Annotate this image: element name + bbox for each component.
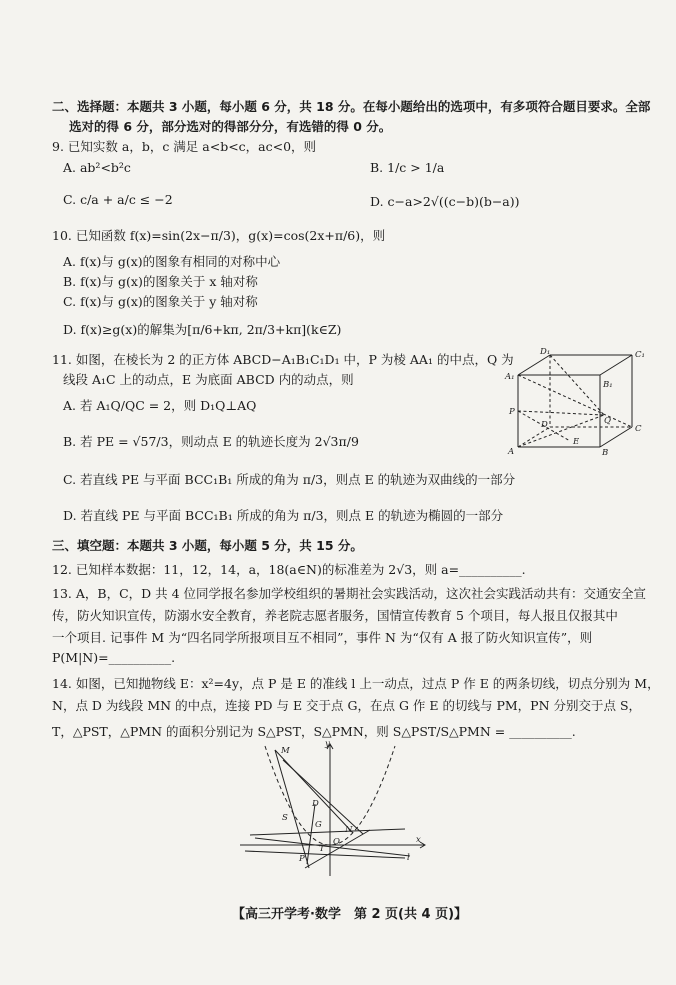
fig-label-n: N — [345, 825, 353, 835]
cube-label-a1: A₁ — [505, 372, 515, 382]
fig-label-o: O — [333, 837, 340, 847]
q14-line3: T，△PST，△PMN 的面积分别记为 S△PST，S△PMN，则 S△PST/S△PMN = __________. — [52, 724, 576, 739]
q14-line2: N，点 D 为线段 MN 的中点，连接 PD 与 E 交于点 G，在点 G 作 E 的切线与 PM，PN 分别交于点 S， — [52, 698, 642, 713]
fig-label-l: l — [407, 853, 410, 863]
fig-label-p: P — [299, 854, 305, 864]
q12-text: 12. 已知样本数据：11，12，14，a，18(a∈N)的标准差为 2√3，则 a=__________. — [52, 562, 526, 577]
q13-line1: 13. A，B，C，D 共 4 位同学报名参加学校组织的暑期社会实践活动，这次社会实践活动共有：交通安全宣 — [52, 586, 647, 601]
q10-option-a: A. f(x)与 g(x)的图象有相同的对称中心 — [63, 254, 281, 269]
q10-option-d: D. f(x)≥g(x)的解集为[π/6+kπ, 2π/3+kπ](k∈Z) — [63, 322, 342, 337]
q13-line2: 传，防火知识宣传，防溺水安全教育，养老院志愿者服务，国情宣传教育 5 个项目，每人报且仅报其中 — [52, 608, 618, 623]
fig-label-x: x — [416, 835, 421, 845]
q14-line1: 14. 如图，已知抛物线 E：x²=4y，点 P 是 E 的准线 l 上一动点，过点 P 作 E 的两条切线，切点分别为 M， — [52, 676, 660, 691]
q9-option-c: C. c/a + a/c ≤ −2 — [63, 192, 173, 207]
cube-label-c: C — [635, 424, 642, 434]
cube-label-b1: B₁ — [603, 380, 613, 390]
q13-line4: P(M|N)=__________. — [52, 650, 176, 665]
q10-stem: 10. 已知函数 f(x)=sin(2x−π/3)，g(x)=cos(2x+π/6)，则 — [52, 228, 386, 243]
section3-title: 三、填空题：本题共 3 小题，每小题 5 分，共 15 分。 — [52, 538, 363, 553]
cube-label-e: E — [573, 437, 580, 447]
cube-label-q: Q — [604, 416, 611, 426]
cube-figure — [500, 345, 660, 460]
q11-option-a: A. 若 A₁Q/QC = 2，则 D₁Q⊥AQ — [63, 398, 257, 413]
cube-label-a: A — [508, 447, 515, 457]
q9-option-b: B. 1/c > 1/a — [370, 160, 445, 175]
q11-option-c: C. 若直线 PE 与平面 BCC₁B₁ 所成的角为 π/3，则点 E 的轨迹为双曲线的一部分 — [63, 472, 516, 487]
cube-label-b: B — [602, 448, 609, 458]
page-footer: 【高三开学考·数学 第 2 页(共 4 页)】 — [232, 907, 468, 922]
cube-label-c1: C₁ — [635, 350, 645, 360]
q9-option-d: D. c−a>2√((c−b)(b−a)) — [370, 194, 520, 209]
q11-stem-line1: 11. 如图，在棱长为 2 的正方体 ABCD−A₁B₁C₁D₁ 中，P 为棱 AA₁ 的中点，Q 为 — [52, 352, 514, 367]
fig-label-t: T — [319, 844, 325, 854]
fig-label-s: S — [282, 813, 288, 823]
q13-line3: 一个项目. 记事件 M 为“四名同学所报项目互不相同”，事件 N 为“仅有 A 报了防火知识宣传”，则 — [52, 630, 593, 645]
q9-option-a: A. ab²<b²c — [63, 160, 131, 175]
section2-title-line2: 选对的得 6 分，部分选对的得部分分，有选错的得 0 分。 — [69, 119, 392, 134]
cube-label-d1: D₁ — [540, 347, 551, 357]
fig-label-g: G — [315, 820, 322, 830]
cube-label-p: P — [509, 407, 515, 417]
q11-stem-line2: 线段 A₁C 上的动点，E 为底面 ABCD 内的动点，则 — [63, 372, 354, 387]
section2-title-line1: 二、选择题：本题共 3 小题，每小题 6 分，共 18 分。在每小题给出的选项中，有多项符合题目要求。全部 — [52, 99, 651, 114]
q10-option-c: C. f(x)与 g(x)的图象关于 y 轴对称 — [63, 294, 258, 309]
fig-label-m: M — [281, 746, 290, 756]
parabola-figure — [235, 738, 435, 878]
q9-stem: 9. 已知实数 a，b，c 满足 a<b<c，ac<0，则 — [52, 139, 317, 154]
fig-label-y: y — [325, 739, 330, 749]
fig-label-d: D — [312, 799, 319, 809]
q10-option-b: B. f(x)与 g(x)的图象关于 x 轴对称 — [63, 274, 258, 289]
q11-option-d: D. 若直线 PE 与平面 BCC₁B₁ 所成的角为 π/3，则点 E 的轨迹为椭圆的一部分 — [63, 508, 504, 523]
cube-label-d: D — [541, 420, 548, 430]
q11-option-b: B. 若 PE = √57/3，则动点 E 的轨迹长度为 2√3π/9 — [63, 434, 359, 449]
